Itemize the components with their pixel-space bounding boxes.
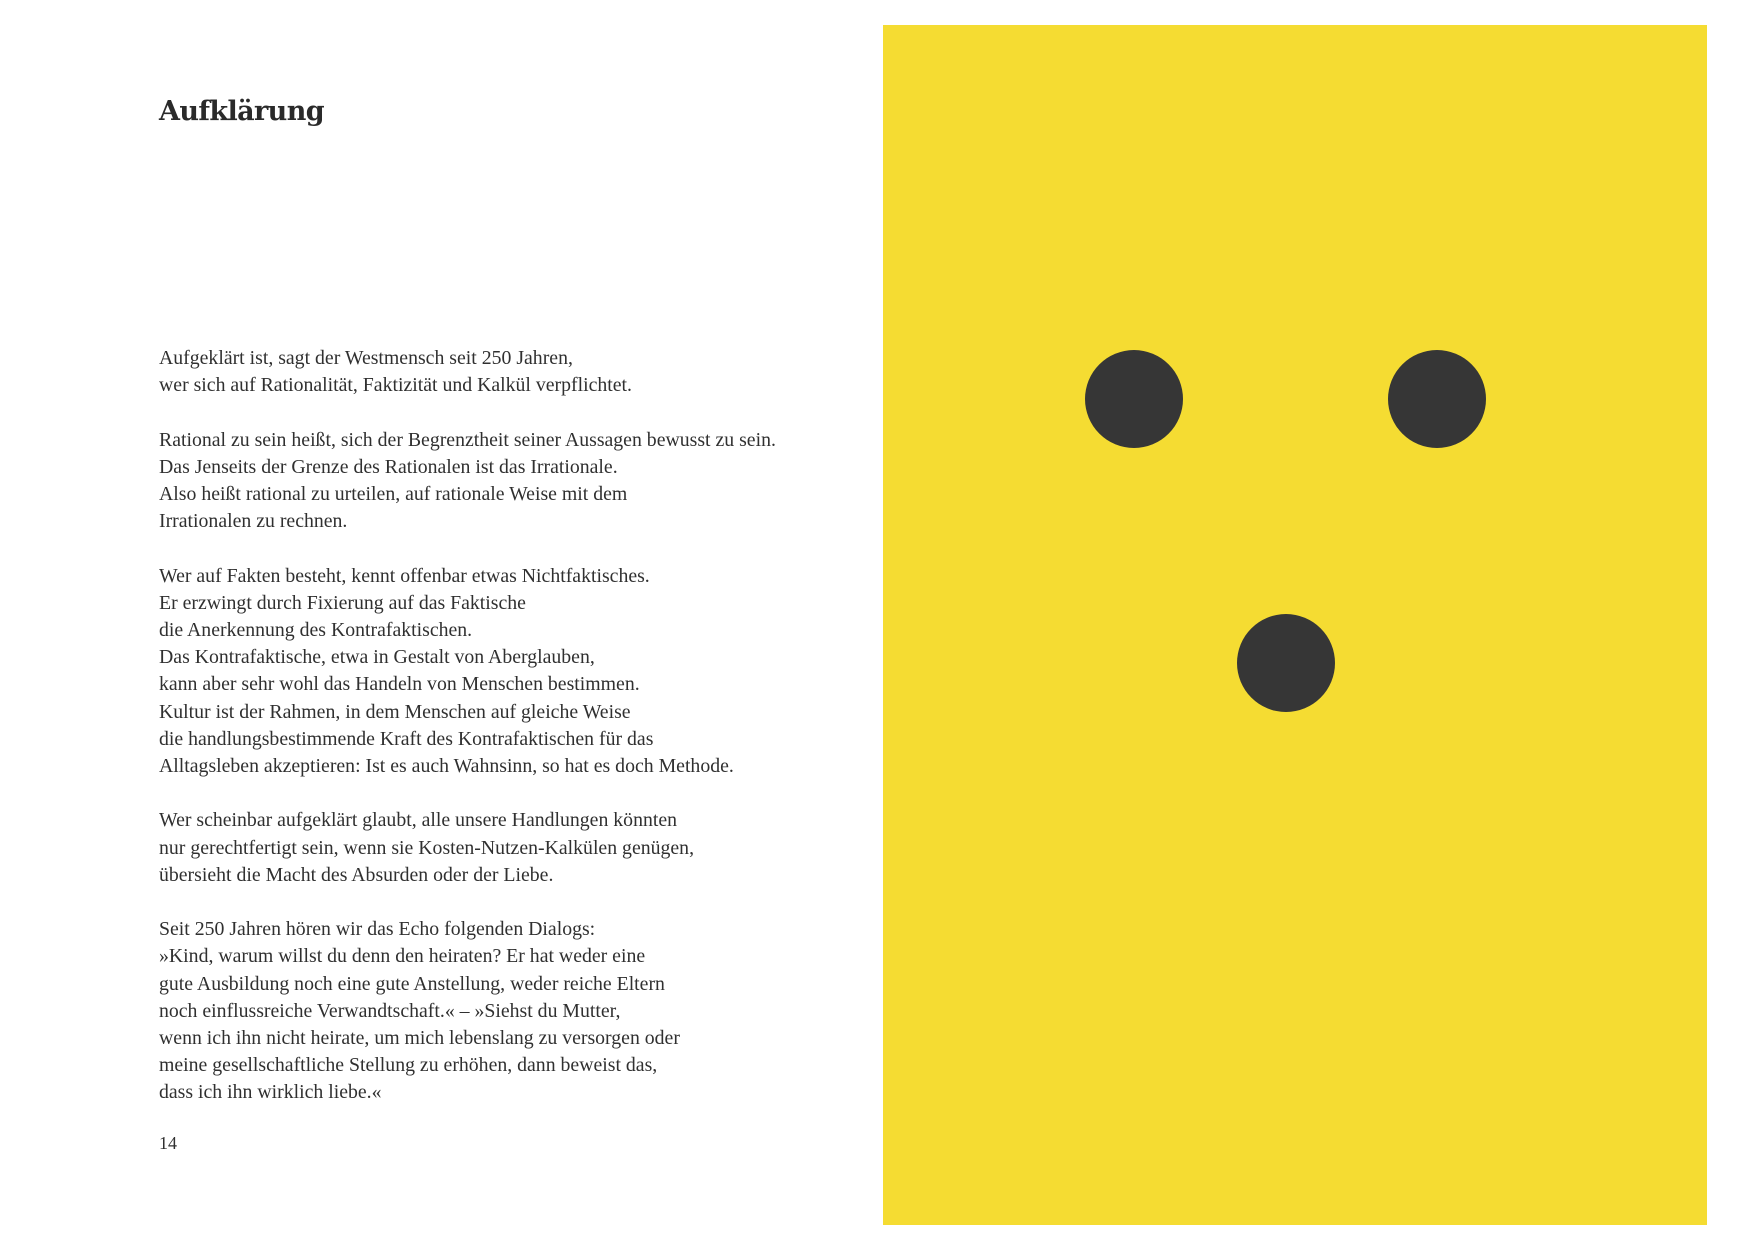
text-line: »Kind, warum willst du denn den heiraten? Er hat weder eine — [159, 945, 646, 968]
text-line: noch einflussreiche Verwandtschaft.« – »Siehst du Mutter, — [159, 999, 621, 1022]
paragraph-5 — [159, 916, 859, 1106]
text-line: meine gesellschaftliche Stellung zu erhöhen, dann beweist das, — [159, 1054, 658, 1077]
right-eye-dot — [1388, 350, 1486, 448]
paragraph-4 — [159, 807, 859, 889]
text-line: dass ich ihn wirklich liebe.« — [159, 1081, 382, 1104]
text-line: die Anerkennung des Kontrafaktischen. — [159, 619, 473, 641]
paragraph-1 — [159, 345, 859, 399]
text-line: Irrationalen zu rechnen. — [159, 510, 348, 533]
text-line: Alltagsleben akzeptieren: Ist es auch Wahnsinn, so hat es doch Methode. — [159, 755, 734, 778]
paragraph-2 — [159, 427, 859, 536]
text-line: Wer auf Fakten besteht, kennt offenbar etwas Nichtfaktisches. — [159, 564, 650, 587]
yellow-face-illustration — [883, 25, 1707, 1225]
text-line: Also heißt rational zu urteilen, auf rationale Weise mit dem — [159, 483, 628, 505]
page-number: 14 — [159, 1133, 177, 1153]
text-line: Aufgeklärt ist, sagt der Westmensch seit 250 Jahren, — [159, 347, 573, 369]
face-artwork-svg — [883, 25, 1707, 1225]
text-line: übersieht die Macht des Absurden oder der Liebe. — [159, 863, 554, 886]
text-line: Seit 250 Jahren hören wir das Echo folgenden Dialogs: — [159, 918, 596, 941]
paragraph-3 — [159, 563, 859, 781]
text-line: Das Kontrafaktische, etwa in Gestalt von Aberglauben, — [159, 646, 595, 669]
text-line: Rational zu sein heißt, sich der Begrenztheit seiner Aussagen bewusst zu sein. — [159, 428, 776, 451]
text-line: Wer scheinbar aufgeklärt glaubt, alle unsere Handlungen könnten — [159, 809, 678, 832]
page-title: Aufklärung — [159, 96, 325, 127]
left-eye-dot — [1085, 350, 1183, 448]
text-line: wer sich auf Rationalität, Faktizität und Kalkül verpflichtet. — [159, 374, 632, 397]
text-line: gute Ausbildung noch eine gute Anstellung, weder reiche Eltern — [159, 972, 665, 995]
text-line: nur gerechtfertigt sein, wenn sie Kosten-Nutzen-Kalkülen genügen, — [159, 836, 695, 859]
body-text — [159, 345, 859, 1134]
text-line: die handlungsbestimmende Kraft des Kontrafaktischen für das — [159, 727, 654, 750]
text-line: kann aber sehr wohl das Handeln von Menschen bestimmen. — [159, 673, 640, 696]
text-line: wenn ich ihn nicht heirate, um mich lebenslang zu versorgen oder — [159, 1027, 680, 1050]
text-line: Das Jenseits der Grenze des Rationalen ist das Irrationale. — [159, 455, 618, 478]
mouth-dot — [1237, 614, 1335, 712]
text-line: Kultur ist der Rahmen, in dem Menschen auf gleiche Weise — [159, 700, 631, 723]
text-line: Er erzwingt durch Fixierung auf das Faktische — [159, 591, 526, 614]
